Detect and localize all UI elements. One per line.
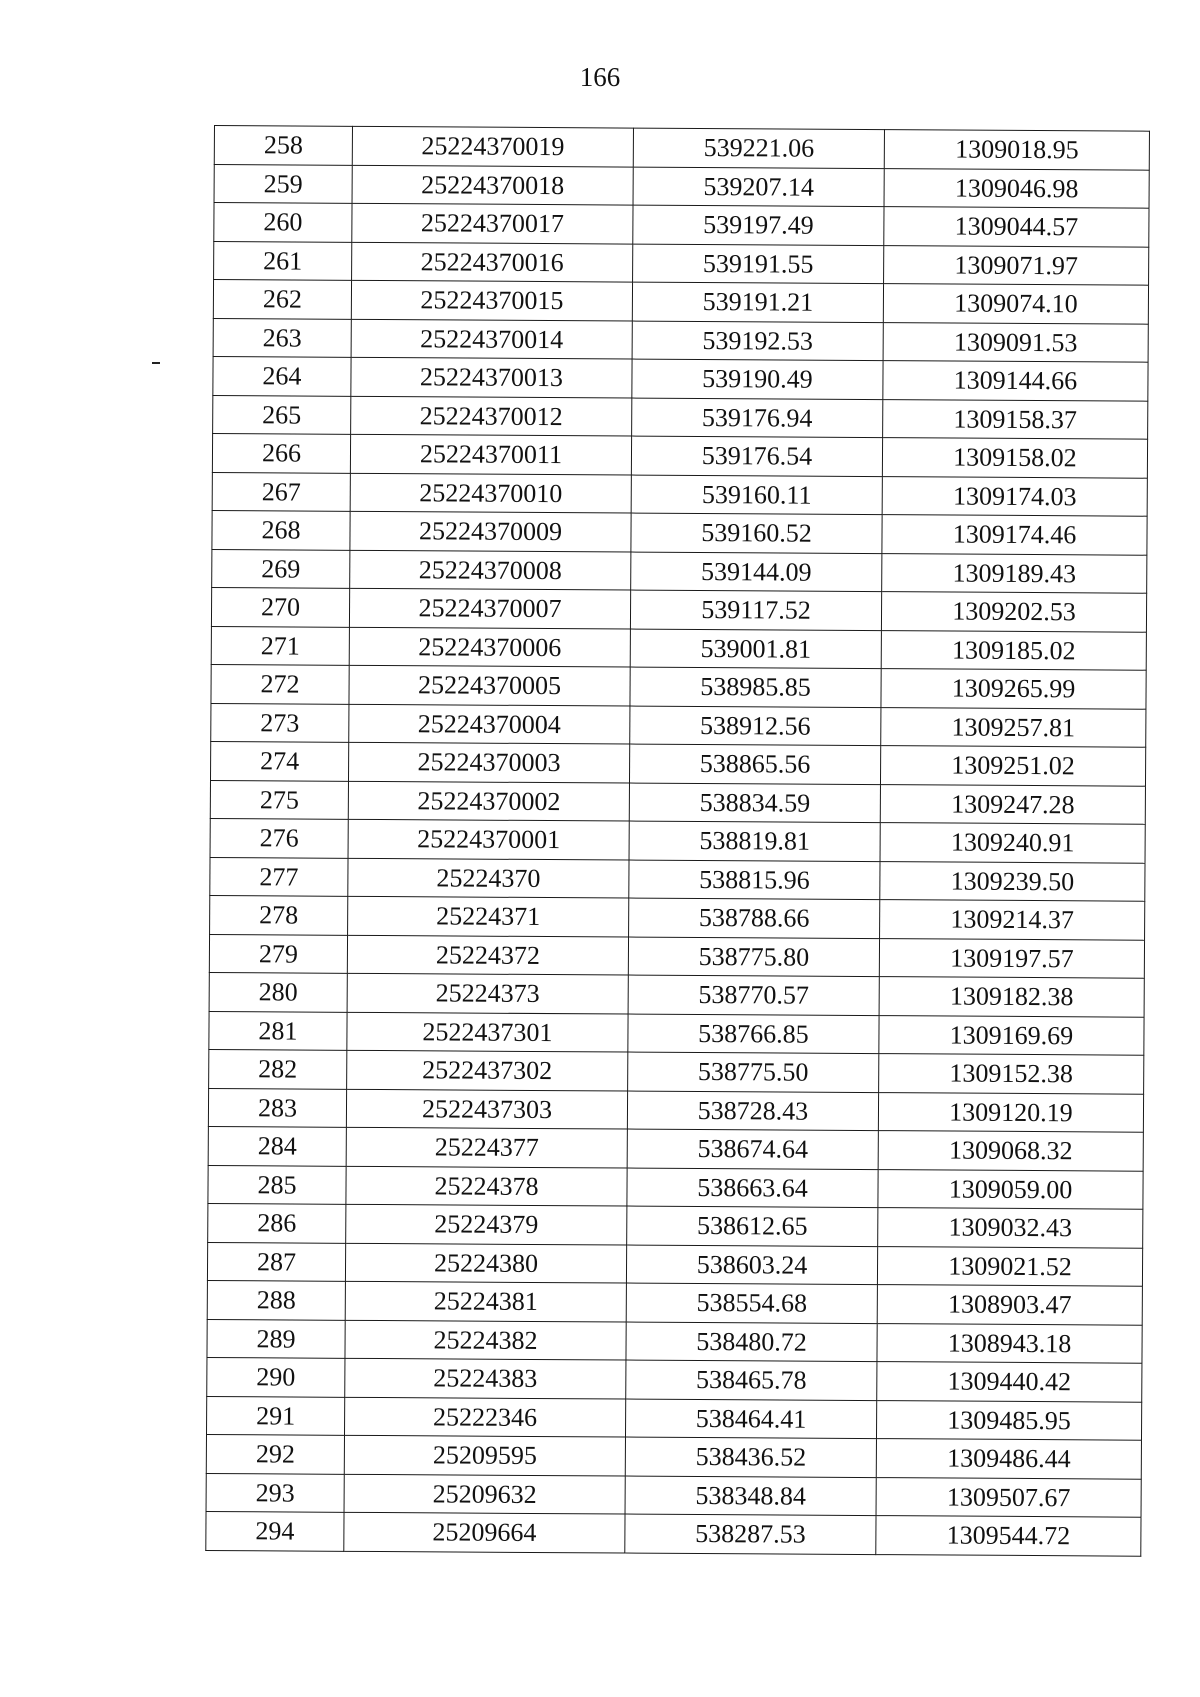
x-coordinate-cell: 538865.56 xyxy=(629,744,880,784)
x-coordinate-cell: 538728.43 xyxy=(627,1091,878,1131)
table-row xyxy=(206,1434,1141,1478)
row-number-cell: 277 xyxy=(210,857,348,896)
y-coordinate-cell: 1309197.57 xyxy=(879,938,1144,978)
y-coordinate-cell: 1309507.67 xyxy=(876,1477,1141,1517)
point-id-cell: 25224370016 xyxy=(352,242,633,282)
x-coordinate-cell: 538815.96 xyxy=(629,860,880,900)
y-coordinate-cell: 1309485.95 xyxy=(876,1400,1141,1440)
row-number-cell: 279 xyxy=(209,934,347,973)
table-row xyxy=(208,1203,1143,1247)
row-number-cell: 263 xyxy=(213,318,351,357)
point-id-cell: 25209664 xyxy=(344,1512,625,1552)
point-id-cell: 25224377 xyxy=(346,1127,627,1167)
point-id-cell: 25224370013 xyxy=(351,357,632,397)
x-coordinate-cell: 538775.80 xyxy=(628,937,879,977)
x-coordinate-cell: 538603.24 xyxy=(626,1245,877,1285)
table-row xyxy=(213,318,1148,362)
x-coordinate-cell: 538985.85 xyxy=(630,667,881,707)
x-coordinate-cell: 539197.49 xyxy=(633,205,884,245)
y-coordinate-cell: 1309202.53 xyxy=(881,592,1146,632)
y-coordinate-cell: 1309247.28 xyxy=(880,784,1145,824)
y-coordinate-cell: 1309032.43 xyxy=(878,1208,1143,1248)
point-id-cell: 25224370017 xyxy=(352,203,633,243)
point-id-cell: 25224370011 xyxy=(350,434,631,474)
table-row xyxy=(206,1473,1141,1517)
table-row xyxy=(211,664,1146,708)
table-row xyxy=(209,1049,1144,1093)
x-coordinate-cell: 539160.52 xyxy=(631,513,882,553)
row-number-cell: 283 xyxy=(208,1088,346,1127)
row-number-cell: 290 xyxy=(207,1357,345,1396)
y-coordinate-cell: 1309059.00 xyxy=(878,1169,1143,1209)
y-coordinate-cell: 1309068.32 xyxy=(878,1131,1143,1171)
point-id-cell: 25224370 xyxy=(348,858,629,898)
table-row xyxy=(214,241,1149,285)
coordinates-table xyxy=(205,125,1150,1556)
y-coordinate-cell: 1309091.53 xyxy=(883,322,1148,362)
y-coordinate-cell: 1309544.72 xyxy=(876,1516,1141,1556)
table-row xyxy=(207,1396,1142,1440)
row-number-cell: 274 xyxy=(210,741,348,780)
row-number-cell: 271 xyxy=(211,626,349,665)
point-id-cell: 25224382 xyxy=(345,1320,626,1360)
table-row xyxy=(210,857,1145,901)
row-number-cell: 265 xyxy=(213,395,351,434)
x-coordinate-cell: 539001.81 xyxy=(630,629,881,669)
point-id-cell: 25224371 xyxy=(348,896,629,936)
point-id-cell: 25224370001 xyxy=(348,819,629,859)
row-number-cell: 292 xyxy=(206,1434,344,1473)
point-id-cell: 25224378 xyxy=(346,1166,627,1206)
table-row xyxy=(209,1011,1144,1055)
row-number-cell: 282 xyxy=(209,1049,347,1088)
row-number-cell: 268 xyxy=(212,510,350,549)
point-id-cell: 25224370009 xyxy=(350,511,631,551)
x-coordinate-cell: 538834.59 xyxy=(629,783,880,823)
point-id-cell: 25224370002 xyxy=(348,781,629,821)
coordinates-table-body xyxy=(206,126,1150,1556)
table-row xyxy=(214,126,1149,170)
point-id-cell: 25224373 xyxy=(347,973,628,1013)
x-coordinate-cell: 539160.11 xyxy=(631,475,882,515)
x-coordinate-cell: 538663.64 xyxy=(627,1168,878,1208)
x-coordinate-cell: 539117.52 xyxy=(630,590,881,630)
table-row xyxy=(213,395,1148,439)
x-coordinate-cell: 538819.81 xyxy=(629,821,880,861)
row-number-cell: 293 xyxy=(206,1473,344,1512)
x-coordinate-cell: 538788.66 xyxy=(629,898,880,938)
table-row xyxy=(209,934,1144,978)
y-coordinate-cell: 1309174.03 xyxy=(882,476,1147,516)
y-coordinate-cell: 1309265.99 xyxy=(881,669,1146,709)
point-id-cell: 25224370008 xyxy=(350,550,631,590)
row-number-cell: 289 xyxy=(207,1319,345,1358)
table-row xyxy=(214,164,1149,208)
point-id-cell: 2522437302 xyxy=(347,1050,628,1090)
y-coordinate-cell: 1309152.38 xyxy=(879,1054,1144,1094)
point-id-cell: 25224383 xyxy=(345,1358,626,1398)
y-coordinate-cell: 1309021.52 xyxy=(877,1246,1142,1286)
point-id-cell: 25224381 xyxy=(345,1281,626,1321)
x-coordinate-cell: 538464.41 xyxy=(625,1399,876,1439)
row-number-cell: 269 xyxy=(212,549,350,588)
x-coordinate-cell: 539221.06 xyxy=(633,128,884,168)
point-id-cell: 25224370007 xyxy=(349,588,630,628)
y-coordinate-cell: 1309071.97 xyxy=(884,245,1149,285)
page-number: 166 xyxy=(579,62,621,92)
y-coordinate-cell: 1309169.69 xyxy=(879,1015,1144,1055)
x-coordinate-cell: 539176.94 xyxy=(632,398,883,438)
table-row xyxy=(208,1088,1143,1132)
y-coordinate-cell: 1309239.50 xyxy=(880,861,1145,901)
point-id-cell: 25224370018 xyxy=(352,165,633,205)
row-number-cell: 264 xyxy=(213,356,351,395)
y-coordinate-cell: 1309257.81 xyxy=(881,707,1146,747)
point-id-cell: 25224370010 xyxy=(350,473,631,513)
row-number-cell: 266 xyxy=(212,433,350,472)
row-number-cell: 291 xyxy=(207,1396,345,1435)
y-coordinate-cell: 1309182.38 xyxy=(879,977,1144,1017)
point-id-cell: 25224370019 xyxy=(352,126,633,166)
table-row xyxy=(214,203,1149,247)
y-coordinate-cell: 1309214.37 xyxy=(880,900,1145,940)
row-number-cell: 272 xyxy=(211,664,349,703)
x-coordinate-cell: 538554.68 xyxy=(626,1283,877,1323)
row-number-cell: 281 xyxy=(209,1011,347,1050)
row-number-cell: 270 xyxy=(211,587,349,626)
row-number-cell: 280 xyxy=(209,972,347,1011)
y-coordinate-cell: 1308903.47 xyxy=(877,1285,1142,1325)
row-number-cell: 288 xyxy=(207,1280,345,1319)
table-row xyxy=(208,1126,1143,1170)
point-id-cell: 25224370012 xyxy=(351,396,632,436)
y-coordinate-cell: 1309251.02 xyxy=(880,746,1145,786)
row-number-cell: 287 xyxy=(207,1242,345,1281)
y-coordinate-cell: 1308943.18 xyxy=(877,1323,1142,1363)
table-row xyxy=(207,1242,1142,1286)
x-coordinate-cell: 538770.57 xyxy=(628,975,879,1015)
row-number-cell: 262 xyxy=(213,280,351,319)
row-number-cell: 258 xyxy=(214,126,352,165)
x-coordinate-cell: 539191.21 xyxy=(632,282,883,322)
table-row xyxy=(212,549,1147,593)
x-coordinate-cell: 539144.09 xyxy=(631,552,882,592)
point-id-cell: 25224370004 xyxy=(349,704,630,744)
point-id-cell: 2522437303 xyxy=(346,1089,627,1129)
point-id-cell: 25209595 xyxy=(344,1435,625,1475)
table-row xyxy=(211,587,1146,631)
x-coordinate-cell: 539190.49 xyxy=(632,359,883,399)
y-coordinate-cell: 1309018.95 xyxy=(884,130,1149,170)
point-id-cell: 25222346 xyxy=(344,1397,625,1437)
table-row xyxy=(210,741,1145,785)
table-row xyxy=(206,1511,1141,1555)
table-row xyxy=(212,510,1147,554)
table-row xyxy=(209,972,1144,1016)
y-coordinate-cell: 1309120.19 xyxy=(878,1092,1143,1132)
y-coordinate-cell: 1309486.44 xyxy=(876,1439,1141,1479)
point-id-cell: 25224370015 xyxy=(351,280,632,320)
y-coordinate-cell: 1309158.02 xyxy=(882,438,1147,478)
y-coordinate-cell: 1309158.37 xyxy=(883,399,1148,439)
table-row xyxy=(207,1319,1142,1363)
point-id-cell: 25209632 xyxy=(344,1474,625,1514)
table-row xyxy=(213,280,1148,324)
x-coordinate-cell: 538775.50 xyxy=(628,1052,879,1092)
row-number-cell: 267 xyxy=(212,472,350,511)
row-number-cell: 278 xyxy=(210,895,348,934)
x-coordinate-cell: 538912.56 xyxy=(630,706,881,746)
y-coordinate-cell: 1309185.02 xyxy=(881,630,1146,670)
y-coordinate-cell: 1309144.66 xyxy=(883,361,1148,401)
row-number-cell: 259 xyxy=(214,164,352,203)
row-number-cell: 286 xyxy=(208,1203,346,1242)
y-coordinate-cell: 1309044.57 xyxy=(884,207,1149,247)
table-row xyxy=(210,895,1145,939)
y-coordinate-cell: 1309189.43 xyxy=(882,553,1147,593)
row-number-cell: 284 xyxy=(208,1126,346,1165)
table-row xyxy=(207,1357,1142,1401)
y-coordinate-cell: 1309440.42 xyxy=(877,1362,1142,1402)
x-coordinate-cell: 539207.14 xyxy=(633,167,884,207)
row-number-cell: 261 xyxy=(214,241,352,280)
x-coordinate-cell: 538766.85 xyxy=(628,1014,879,1054)
row-number-cell: 276 xyxy=(210,818,348,857)
table-row xyxy=(208,1165,1143,1209)
row-number-cell: 294 xyxy=(206,1511,344,1550)
x-coordinate-cell: 539191.55 xyxy=(633,244,884,284)
point-id-cell: 25224370014 xyxy=(351,319,632,359)
x-coordinate-cell: 538348.84 xyxy=(625,1476,876,1516)
y-coordinate-cell: 1309074.10 xyxy=(883,284,1148,324)
table-row xyxy=(213,356,1148,400)
table-row xyxy=(210,818,1145,862)
point-id-cell: 25224380 xyxy=(345,1243,626,1283)
x-coordinate-cell: 538674.64 xyxy=(627,1129,878,1169)
table-row xyxy=(212,433,1147,477)
point-id-cell: 25224372 xyxy=(347,935,628,975)
y-coordinate-cell: 1309046.98 xyxy=(884,168,1149,208)
x-coordinate-cell: 539192.53 xyxy=(632,321,883,361)
x-coordinate-cell: 538287.53 xyxy=(625,1514,876,1554)
row-number-cell: 260 xyxy=(214,203,352,242)
point-id-cell: 25224370003 xyxy=(348,742,629,782)
row-number-cell: 285 xyxy=(208,1165,346,1204)
x-coordinate-cell: 538480.72 xyxy=(626,1322,877,1362)
x-coordinate-cell: 538465.78 xyxy=(626,1360,877,1400)
y-coordinate-cell: 1309240.91 xyxy=(880,823,1145,863)
table-row xyxy=(211,626,1146,670)
x-coordinate-cell: 539176.54 xyxy=(631,436,882,476)
point-id-cell: 25224379 xyxy=(346,1204,627,1244)
stray-mark xyxy=(152,362,160,364)
point-id-cell: 25224370006 xyxy=(349,627,630,667)
x-coordinate-cell: 538436.52 xyxy=(625,1437,876,1477)
y-coordinate-cell: 1309174.46 xyxy=(882,515,1147,555)
x-coordinate-cell: 538612.65 xyxy=(627,1206,878,1246)
point-id-cell: 2522437301 xyxy=(347,1012,628,1052)
table-row xyxy=(207,1280,1142,1324)
point-id-cell: 25224370005 xyxy=(349,665,630,705)
table-row xyxy=(211,703,1146,747)
row-number-cell: 273 xyxy=(211,703,349,742)
table-row xyxy=(212,472,1147,516)
row-number-cell: 275 xyxy=(210,780,348,819)
table-row xyxy=(210,780,1145,824)
